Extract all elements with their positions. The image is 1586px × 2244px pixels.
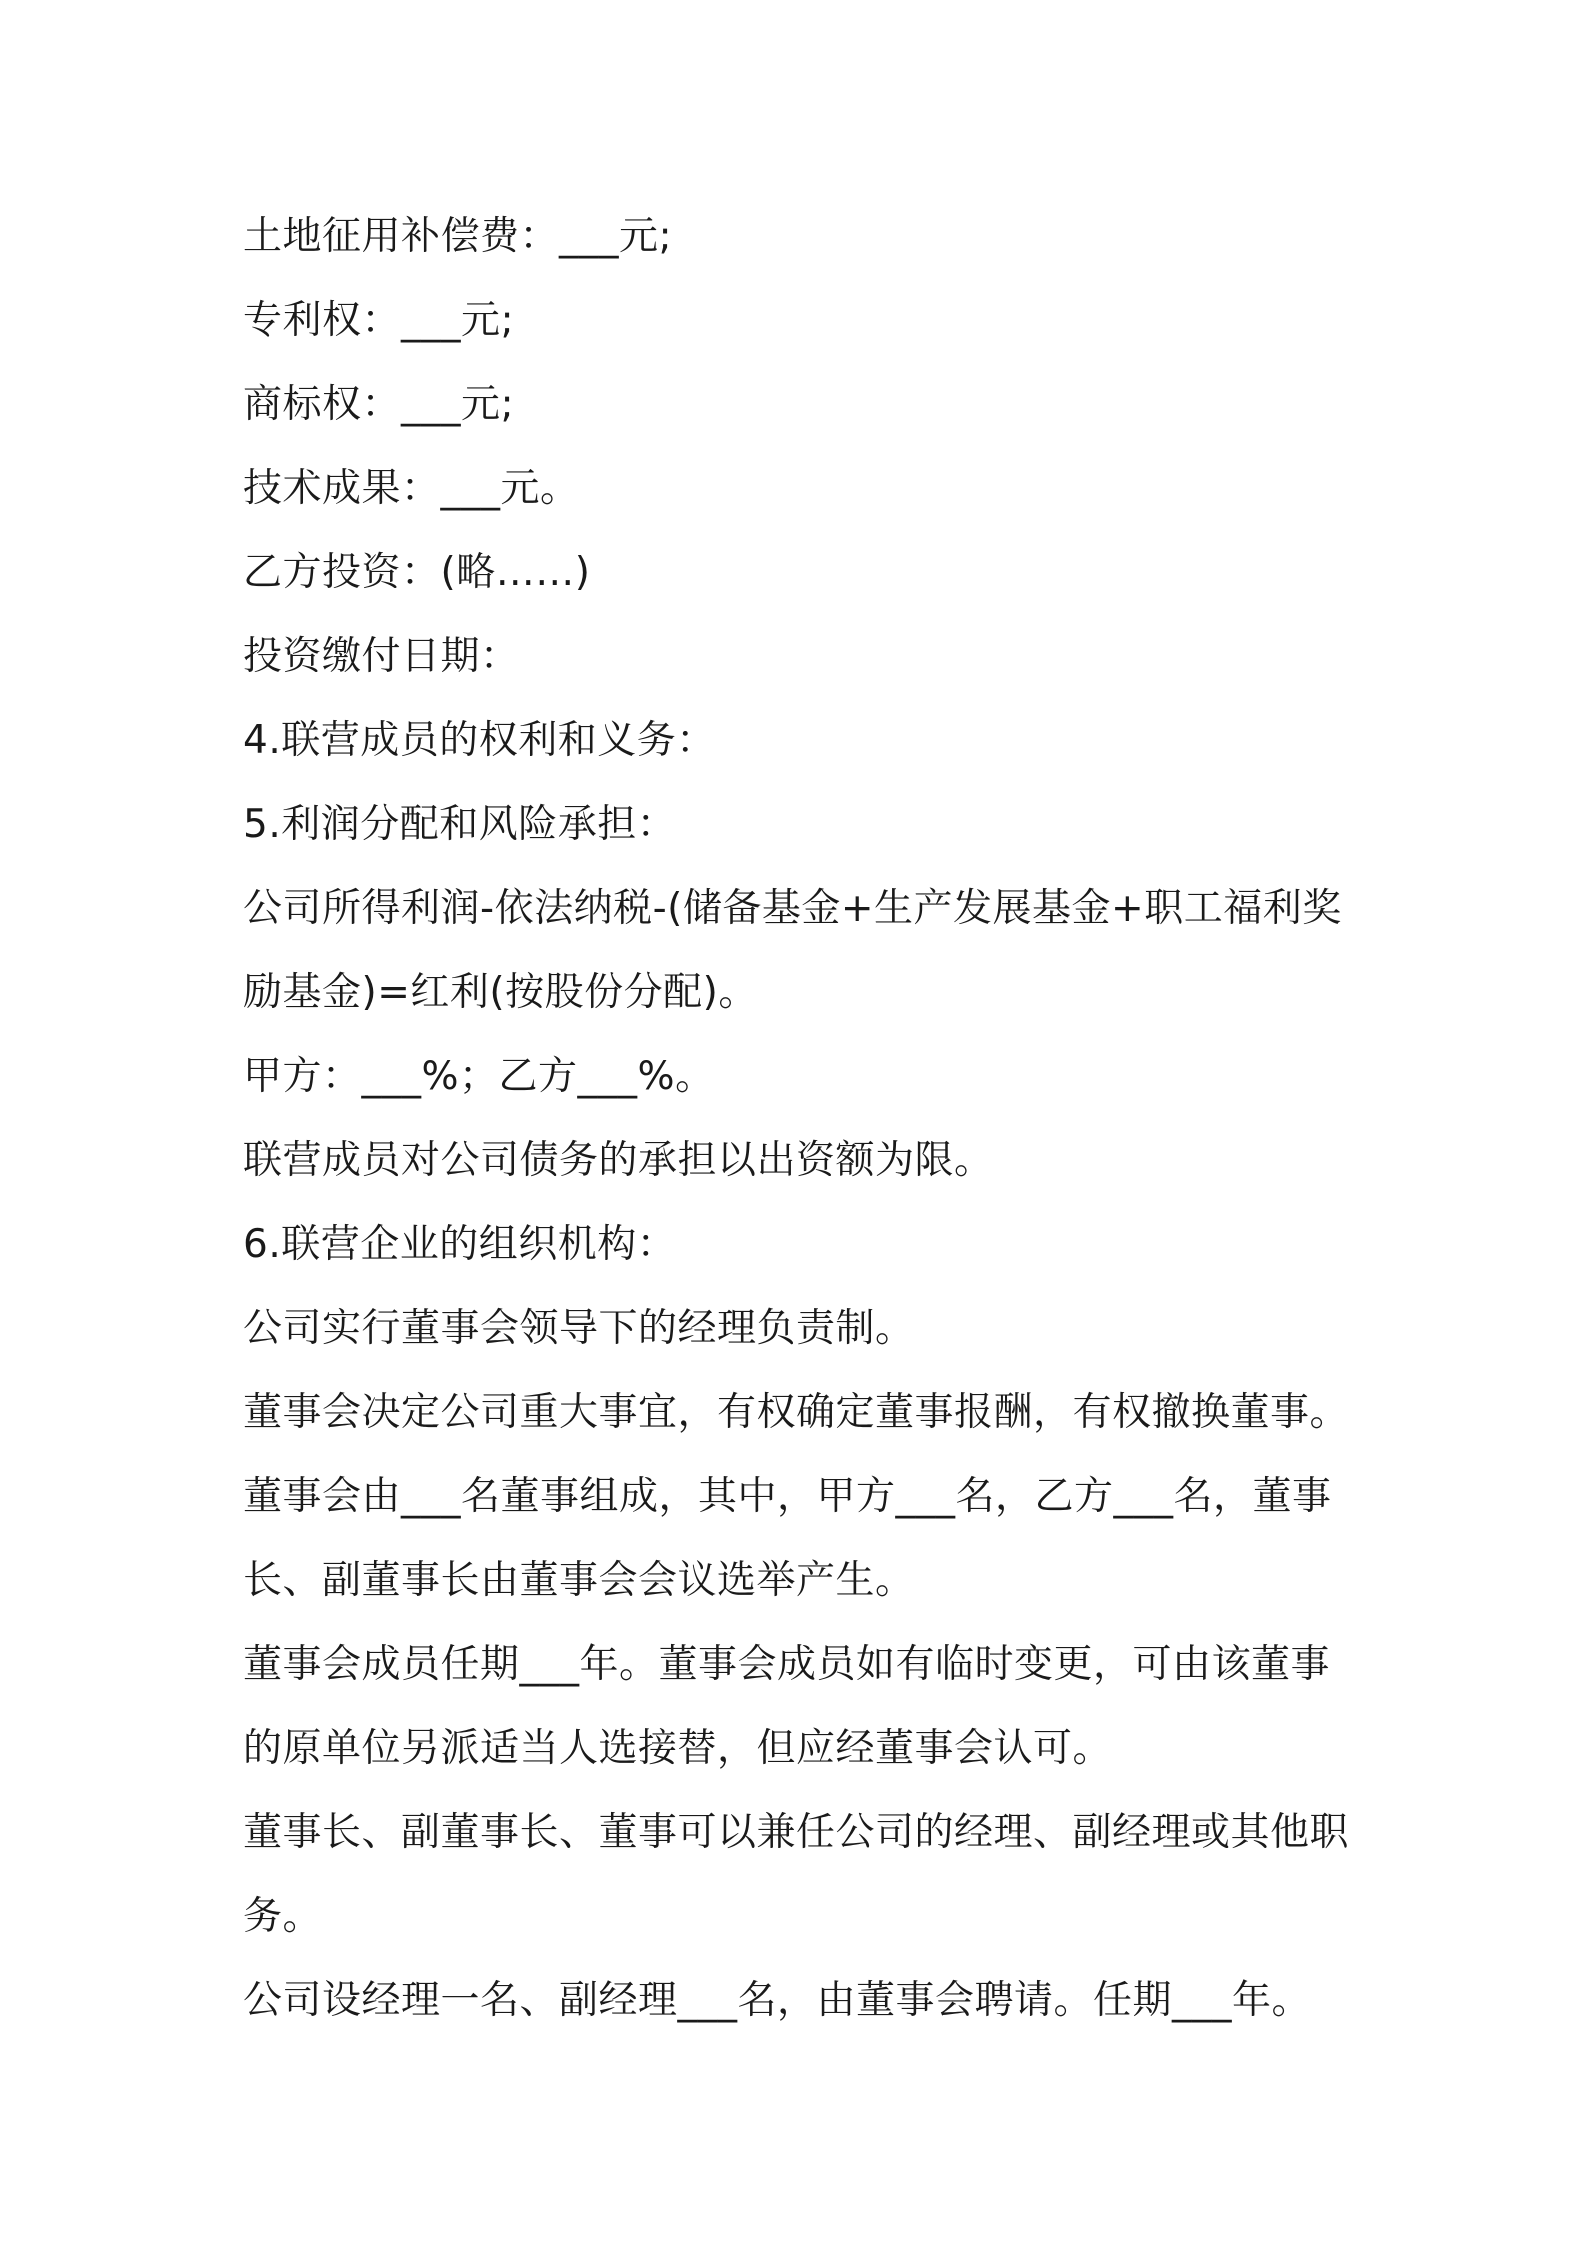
line-manager-system: 公司实行董事会领导下的经理负责制。 (243, 1306, 915, 1351)
line-board-term-2: 的原单位另派适当人选接替，但应经董事会认可。 (243, 1726, 1113, 1771)
line-trademark-right: 商标权：___元; (243, 382, 515, 427)
line-party-b-investment: 乙方投资：(略……) (243, 550, 591, 595)
line-technical-achievement: 技术成果：___元。 (243, 466, 580, 511)
section-heading-rights-obligations: 4.联营成员的权利和义务： (243, 718, 716, 763)
line-concurrent-posts-1: 董事长、副董事长、董事可以兼任公司的经理、副经理或其他职 (243, 1810, 1350, 1855)
line-board-powers: 董事会决定公司重大事宜，有权确定董事报酬，有权撤换董事。 (243, 1390, 1350, 1435)
line-board-composition-1: 董事会由___名董事组成，其中，甲方___名，乙方___名，董事 (243, 1474, 1332, 1519)
line-profit-formula-2: 励基金)=红利(按股份分配)。 (243, 970, 758, 1015)
line-profit-formula-1: 公司所得利润-依法纳税-(储备基金+生产发展基金+职工福利奖 (243, 886, 1342, 931)
section-heading-profit-risk: 5.利润分配和风险承担： (243, 802, 677, 847)
line-board-composition-2: 长、副董事长由董事会会议选举产生。 (243, 1558, 915, 1603)
line-concurrent-posts-2: 务。 (243, 1894, 323, 1939)
line-manager-appointment: 公司设经理一名、副经理___名，由董事会聘请。任期___年。 (243, 1978, 1312, 2023)
line-patent-right: 专利权：___元; (243, 298, 515, 343)
document-body (243, 195, 1373, 2043)
line-share-ratio: 甲方：___%；乙方___%。 (243, 1054, 715, 1099)
line-liability-limit: 联营成员对公司债务的承担以出资额为限。 (243, 1138, 994, 1183)
line-investment-payment-date: 投资缴付日期： (243, 634, 520, 679)
section-heading-organization: 6.联营企业的组织机构： (243, 1222, 677, 1267)
line-board-term-1: 董事会成员任期___年。董事会成员如有临时变更，可由该董事 (243, 1642, 1331, 1687)
line-land-compensation: 土地征用补偿费：___元; (243, 214, 673, 259)
